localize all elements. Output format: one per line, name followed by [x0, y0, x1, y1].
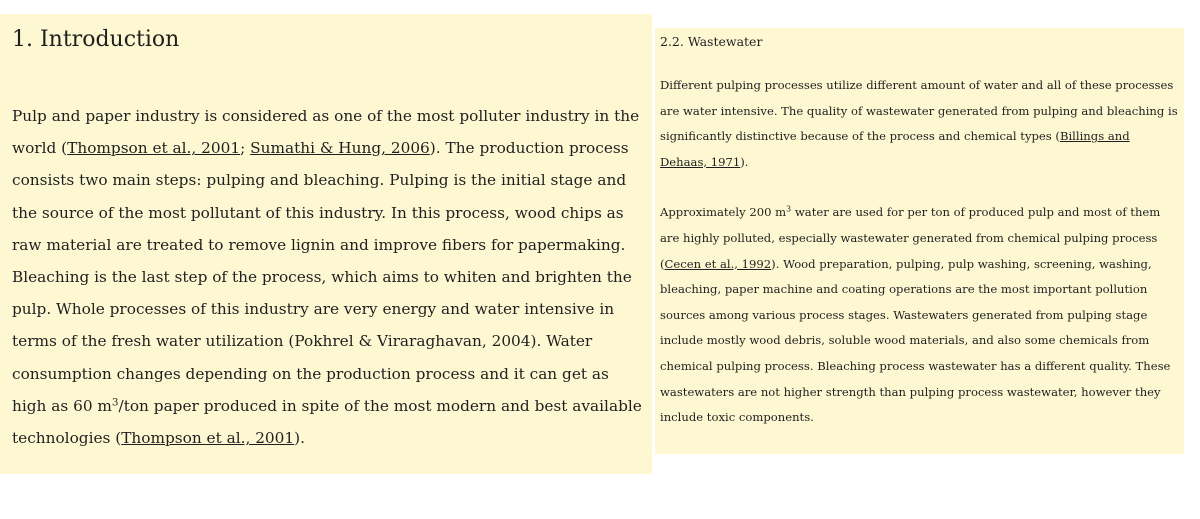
text-segment: Pulp and paper industry is considered as one of the most polluter industry in the world ( [12, 107, 640, 158]
section-title-wastewater: 2.2. Wastewater [660, 34, 763, 49]
introduction-panel [0, 14, 652, 474]
citation-link-thompson-2001[interactable]: Thompson et al., 2001 [121, 429, 295, 448]
text-segment: /ton paper produced in spite of the most modern and best available technologies ( [12, 396, 642, 448]
text-segment: Approximately 200 m [660, 205, 787, 220]
text-segment: Different pulping processes utilize different amount of water and all of these processes are water intensive. The quality of wastewater generated from pulping and bleaching is significantly distinctive because of the process and chemical types ( [660, 78, 1178, 144]
text-segment: ). The production process consists two main steps: pulping and bleaching. Pulping is the initial stage and the source of the most pollutant of this industry. In this process, wood chips as raw material are treated to remove lignin and improve fibers for papermaking. Bleaching is the last step of the process, which aims to whiten and brighten the pulp. Whole processes of this industry are very energy and water intensive in terms of the fresh water utilization (Pokhrel & Viraraghavan, 2004). Water consumption changes depending on the production process and it can get as high as 60 m [12, 139, 632, 415]
citation-link-sumathi-hung-2006[interactable]: Sumathi & Hung, 2006 [250, 139, 430, 158]
citation-link-billings-dehaas-1971[interactable]: Billings and Dehaas, 1971 [660, 129, 1130, 169]
wastewater-paragraph-2 [660, 200, 1178, 430]
text-segment: water are used for per ton of produced pulp and most of them are highly polluted, especially wastewater generated from chemical pulping process ( [660, 205, 1161, 271]
text-segment: ; [240, 139, 251, 158]
superscript: 3 [111, 396, 119, 409]
superscript: 3 [786, 205, 792, 215]
text-segment: ). Wood preparation, pulping, pulp washing, screening, washing, bleaching, paper machine and coating operations are the most important pollution sources among various process stages. Wastewaters generated from pulping stage include mostly wood debris, soluble wood materials, and also some chemicals from chemical pulping process. Bleaching process wastewater has a different quality. These wastewaters are not higher strength than pulping process wastewater, however they include toxic components. [660, 256, 1171, 425]
citation-link-thompson-2001[interactable]: Thompson et al., 2001 [67, 139, 241, 158]
text-segment: ). [294, 429, 305, 448]
introduction-paragraph [12, 100, 646, 454]
text-segment: ). [740, 154, 749, 169]
wastewater-paragraph-1 [660, 73, 1178, 175]
section-title-introduction: 1. Introduction [12, 27, 180, 52]
wastewater-panel [655, 28, 1184, 454]
citation-link-cecen-1992[interactable]: Cecen et al., 1992 [664, 256, 772, 271]
